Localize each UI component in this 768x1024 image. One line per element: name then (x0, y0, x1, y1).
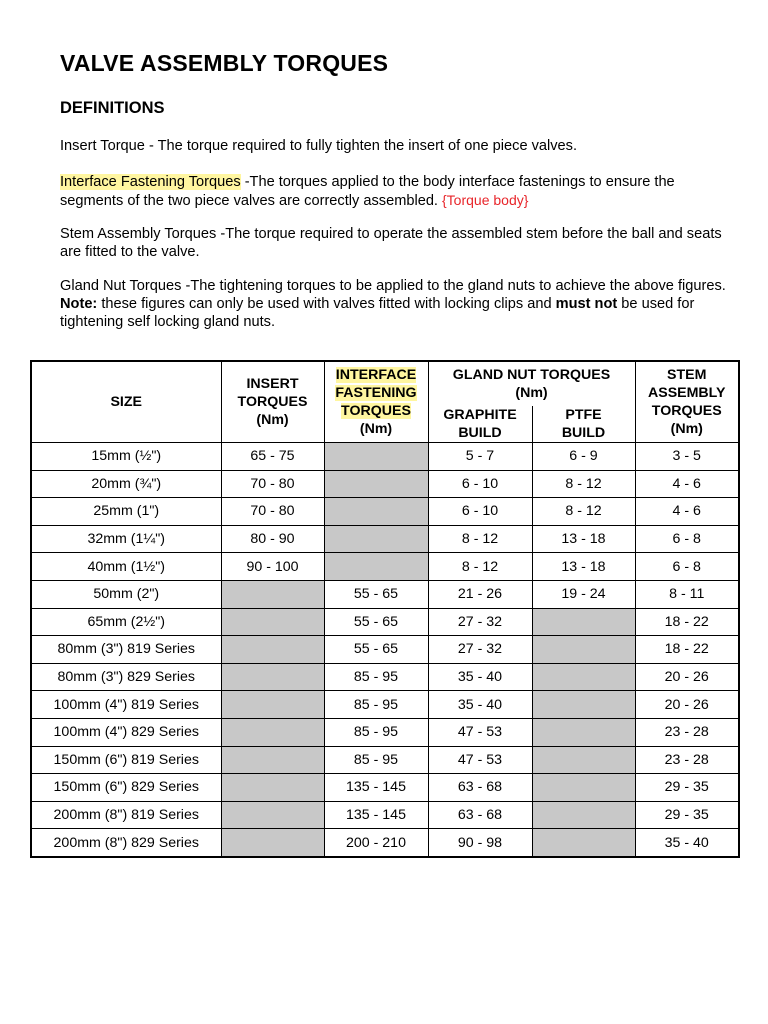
note-label: Note: (60, 296, 98, 312)
stem-torque-definition: Stem Assembly Torques -The torque required to operate the assembled stem before the ball and seats are fitted to the valve. (60, 226, 722, 260)
graphite-torque-cell: 8 - 12 (428, 525, 532, 553)
torque-table (30, 360, 740, 858)
interface-torque-cell: 200 - 210 (324, 829, 428, 857)
interface-torque-cell (324, 525, 428, 553)
ptfe-torque-cell (532, 801, 635, 829)
graphite-torque-cell: 35 - 40 (428, 663, 532, 691)
interface-torque-cell (324, 443, 428, 471)
table-row (31, 829, 739, 857)
size-cell: 150mm (6") 819 Series (31, 746, 221, 774)
table-row (31, 498, 739, 526)
size-cell: 15mm (½") (31, 443, 221, 471)
interface-torque-cell: 55 - 65 (324, 580, 428, 608)
size-cell: 65mm (2½") (31, 608, 221, 636)
table-row (31, 774, 739, 802)
graphite-torque-cell: 47 - 53 (428, 746, 532, 774)
size-cell: 100mm (4") 819 Series (31, 691, 221, 719)
graphite-torque-cell: 6 - 10 (428, 498, 532, 526)
insert-torque-cell: 70 - 80 (221, 498, 324, 526)
graphite-torque-cell: 27 - 32 (428, 636, 532, 664)
stem-torque-cell: 8 - 11 (635, 580, 739, 608)
torque-table-body (31, 443, 739, 857)
stem-torque-cell: 29 - 35 (635, 774, 739, 802)
interface-torque-cell (324, 498, 428, 526)
size-cell: 200mm (8") 819 Series (31, 801, 221, 829)
header-graphite-build: GRAPHITE BUILD (428, 406, 532, 443)
graphite-torque-cell: 63 - 68 (428, 801, 532, 829)
gland-nut-definition (60, 277, 728, 331)
stem-torque-cell: 23 - 28 (635, 746, 739, 774)
ptfe-torque-cell: 8 - 12 (532, 498, 635, 526)
ptfe-torque-cell: 13 - 18 (532, 525, 635, 553)
must-not-emphasis: must not (555, 296, 618, 312)
ptfe-torque-cell: 8 - 12 (532, 470, 635, 498)
table-row (31, 718, 739, 746)
table-row (31, 746, 739, 774)
table-row (31, 691, 739, 719)
annotation-note: {Torque body} (442, 192, 529, 208)
ptfe-torque-cell (532, 636, 635, 664)
insert-torque-cell (221, 691, 324, 719)
header-interface-torques: INTERFACE FASTENING TORQUES (Nm) (324, 361, 428, 443)
size-cell: 150mm (6") 829 Series (31, 774, 221, 802)
ptfe-torque-cell (532, 608, 635, 636)
header-size: SIZE (31, 361, 221, 443)
insert-torque-cell (221, 636, 324, 664)
interface-torque-cell: 85 - 95 (324, 691, 428, 719)
header-stem-torques: STEM ASSEMBLY TORQUES (Nm) (635, 361, 739, 443)
graphite-torque-cell: 47 - 53 (428, 718, 532, 746)
section-heading: DEFINITIONS (60, 99, 165, 117)
table-row (31, 443, 739, 471)
insert-torque-cell (221, 829, 324, 857)
graphite-torque-cell: 6 - 10 (428, 470, 532, 498)
table-row (31, 801, 739, 829)
size-cell: 40mm (1½") (31, 553, 221, 581)
header-ptfe-build: PTFE BUILD (532, 406, 635, 443)
stem-torque-cell: 20 - 26 (635, 691, 739, 719)
header-insert-torques: INSERT TORQUES (Nm) (221, 361, 324, 443)
size-cell: 80mm (3") 819 Series (31, 636, 221, 664)
graphite-torque-cell: 21 - 26 (428, 580, 532, 608)
table-row (31, 663, 739, 691)
insert-torque-cell (221, 608, 324, 636)
ptfe-torque-cell (532, 691, 635, 719)
size-cell: 200mm (8") 829 Series (31, 829, 221, 857)
insert-torque-cell (221, 718, 324, 746)
ptfe-torque-cell (532, 746, 635, 774)
interface-torque-definition (60, 173, 728, 210)
insert-torque-cell: 70 - 80 (221, 470, 324, 498)
ptfe-torque-cell (532, 774, 635, 802)
graphite-torque-cell: 35 - 40 (428, 691, 532, 719)
definition-text: -The torques applied to the body interface fastenings to ensure the segments of the two piece valves are correctly assembled. (60, 174, 675, 209)
insert-torque-cell (221, 663, 324, 691)
table-row (31, 608, 739, 636)
insert-torque-cell (221, 801, 324, 829)
graphite-torque-cell: 63 - 68 (428, 774, 532, 802)
table-row (31, 580, 739, 608)
table-row (31, 525, 739, 553)
insert-torque-cell (221, 774, 324, 802)
size-cell: 80mm (3") 829 Series (31, 663, 221, 691)
stem-torque-cell: 20 - 26 (635, 663, 739, 691)
insert-torque-definition: Insert Torque - The torque required to fully tighten the insert of one piece valves. (60, 138, 578, 154)
ptfe-torque-cell: 6 - 9 (532, 443, 635, 471)
table-row (31, 636, 739, 664)
page-title: VALVE ASSEMBLY TORQUES (60, 50, 389, 76)
size-cell: 20mm (¾") (31, 470, 221, 498)
definition-text: these figures can only be used with valves fitted with locking clips and (97, 296, 556, 312)
definition-text: Gland Nut Torques -The tightening torques to be applied to the gland nuts to achieve the above figures. (60, 278, 726, 294)
interface-torque-cell: 85 - 95 (324, 718, 428, 746)
ptfe-torque-cell: 13 - 18 (532, 553, 635, 581)
insert-torque-cell (221, 580, 324, 608)
interface-torque-cell: 135 - 145 (324, 801, 428, 829)
ptfe-torque-cell (532, 718, 635, 746)
ptfe-torque-cell (532, 663, 635, 691)
insert-torque-cell: 90 - 100 (221, 553, 324, 581)
graphite-torque-cell: 27 - 32 (428, 608, 532, 636)
size-cell: 32mm (1¼") (31, 525, 221, 553)
interface-torque-cell: 135 - 145 (324, 774, 428, 802)
size-cell: 25mm (1") (31, 498, 221, 526)
stem-torque-cell: 6 - 8 (635, 525, 739, 553)
stem-torque-cell: 4 - 6 (635, 498, 739, 526)
insert-torque-cell: 65 - 75 (221, 443, 324, 471)
size-cell: 50mm (2") (31, 580, 221, 608)
table-row (31, 553, 739, 581)
stem-torque-cell: 18 - 22 (635, 608, 739, 636)
interface-torque-cell (324, 470, 428, 498)
stem-torque-cell: 23 - 28 (635, 718, 739, 746)
interface-torque-cell: 55 - 65 (324, 608, 428, 636)
graphite-torque-cell: 5 - 7 (428, 443, 532, 471)
stem-torque-cell: 18 - 22 (635, 636, 739, 664)
insert-torque-cell (221, 746, 324, 774)
graphite-torque-cell: 8 - 12 (428, 553, 532, 581)
interface-torque-cell (324, 553, 428, 581)
highlighted-term: Interface Fastening Torques (60, 174, 241, 190)
stem-torque-cell: 6 - 8 (635, 553, 739, 581)
graphite-torque-cell: 90 - 98 (428, 829, 532, 857)
size-cell: 100mm (4") 829 Series (31, 718, 221, 746)
interface-torque-cell: 55 - 65 (324, 636, 428, 664)
interface-torque-cell: 85 - 95 (324, 663, 428, 691)
table-row (31, 470, 739, 498)
stem-torque-cell: 35 - 40 (635, 829, 739, 857)
interface-torque-cell: 85 - 95 (324, 746, 428, 774)
ptfe-torque-cell (532, 829, 635, 857)
stem-torque-cell: 29 - 35 (635, 801, 739, 829)
ptfe-torque-cell: 19 - 24 (532, 580, 635, 608)
insert-torque-cell: 80 - 90 (221, 525, 324, 553)
stem-torque-cell: 4 - 6 (635, 470, 739, 498)
stem-torque-cell: 3 - 5 (635, 443, 739, 471)
header-gland-nut-torques: GLAND NUT TORQUES (Nm) (428, 361, 635, 406)
definition-text: be used for tightening self locking gland nuts. (60, 296, 695, 330)
